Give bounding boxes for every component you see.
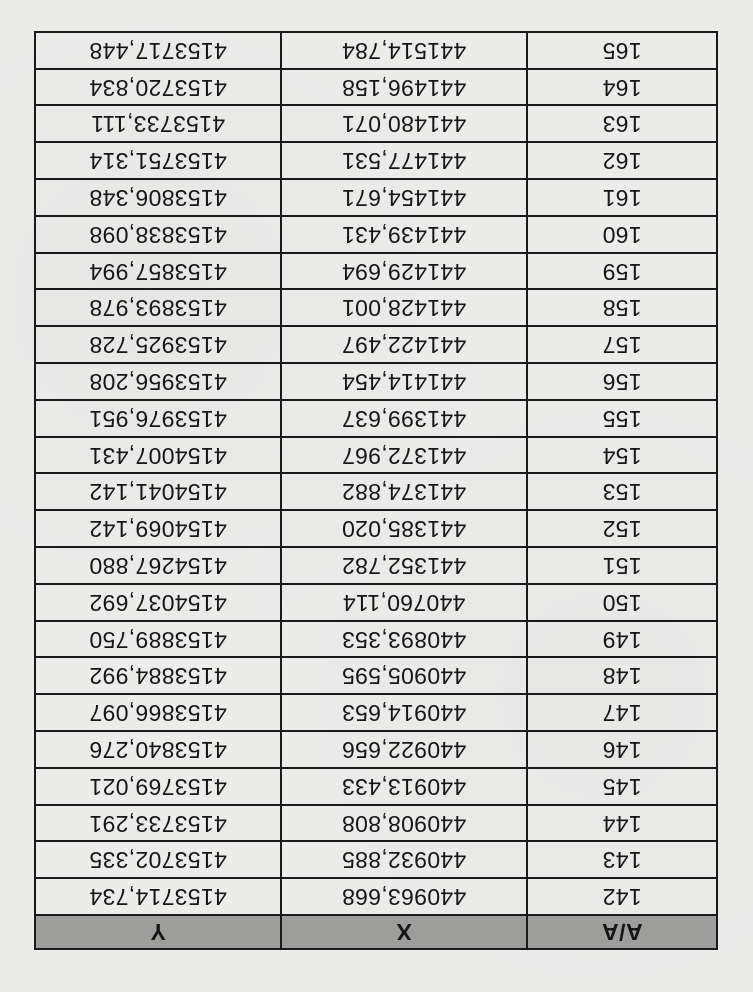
table-row bbox=[35, 363, 717, 400]
y-coordinate-cell: 4153976,951 bbox=[35, 400, 281, 437]
y-coordinate-cell: 4153702,335 bbox=[35, 841, 281, 878]
point-number-cell: 156 bbox=[527, 363, 717, 400]
x-coordinate-cell: 441439,431 bbox=[281, 216, 527, 253]
table-row bbox=[35, 547, 717, 584]
x-coordinate-cell: 441477,531 bbox=[281, 142, 527, 179]
y-coordinate-cell: 4154007,431 bbox=[35, 437, 281, 474]
table-row bbox=[35, 473, 717, 510]
point-number-cell: 159 bbox=[527, 253, 717, 290]
point-number-cell: 152 bbox=[527, 510, 717, 547]
point-number-cell: 161 bbox=[527, 179, 717, 216]
table-row bbox=[35, 179, 717, 216]
point-number-cell: 164 bbox=[527, 69, 717, 106]
y-coordinate-cell: 4153857,994 bbox=[35, 253, 281, 290]
coordinates-table bbox=[34, 31, 718, 950]
x-coordinate-cell: 440914,653 bbox=[281, 694, 527, 731]
y-coordinate-cell: 4153889,750 bbox=[35, 621, 281, 658]
x-coordinate-cell: 441454,671 bbox=[281, 179, 527, 216]
x-coordinate-cell: 441372,967 bbox=[281, 437, 527, 474]
x-coordinate-cell: 440905,595 bbox=[281, 657, 527, 694]
column-header-aa: Α/Α bbox=[527, 915, 717, 949]
x-coordinate-cell: 441480,071 bbox=[281, 105, 527, 142]
x-coordinate-cell: 440932,885 bbox=[281, 841, 527, 878]
y-coordinate-cell: 4154037,692 bbox=[35, 584, 281, 621]
table-row bbox=[35, 805, 717, 842]
y-coordinate-cell: 4154041,142 bbox=[35, 473, 281, 510]
point-number-cell: 160 bbox=[527, 216, 717, 253]
x-coordinate-cell: 440963,668 bbox=[281, 878, 527, 915]
point-number-cell: 163 bbox=[527, 105, 717, 142]
x-coordinate-cell: 441428,001 bbox=[281, 289, 527, 326]
y-coordinate-cell: 4153925,728 bbox=[35, 326, 281, 363]
table-row bbox=[35, 289, 717, 326]
x-coordinate-cell: 440913,433 bbox=[281, 768, 527, 805]
table-row bbox=[35, 437, 717, 474]
x-coordinate-cell: 441514,784 bbox=[281, 32, 527, 69]
table-row bbox=[35, 621, 717, 658]
x-coordinate-cell: 440893,353 bbox=[281, 621, 527, 658]
point-number-cell: 145 bbox=[527, 768, 717, 805]
point-number-cell: 153 bbox=[527, 473, 717, 510]
table-row bbox=[35, 142, 717, 179]
y-coordinate-cell: 4153769,021 bbox=[35, 768, 281, 805]
table-row bbox=[35, 841, 717, 878]
x-coordinate-cell: 441496,158 bbox=[281, 69, 527, 106]
x-coordinate-cell: 441399,637 bbox=[281, 400, 527, 437]
point-number-cell: 150 bbox=[527, 584, 717, 621]
table-row bbox=[35, 32, 717, 69]
x-coordinate-cell: 441385,020 bbox=[281, 510, 527, 547]
x-coordinate-cell: 441422,497 bbox=[281, 326, 527, 363]
table-row bbox=[35, 584, 717, 621]
x-coordinate-cell: 441414,454 bbox=[281, 363, 527, 400]
table-row bbox=[35, 510, 717, 547]
point-number-cell: 148 bbox=[527, 657, 717, 694]
point-number-cell: 158 bbox=[527, 289, 717, 326]
header-row bbox=[35, 915, 717, 949]
point-number-cell: 155 bbox=[527, 400, 717, 437]
table-row bbox=[35, 216, 717, 253]
y-coordinate-cell: 4153806,348 bbox=[35, 179, 281, 216]
point-number-cell: 165 bbox=[527, 32, 717, 69]
point-number-cell: 162 bbox=[527, 142, 717, 179]
y-coordinate-cell: 4153893,978 bbox=[35, 289, 281, 326]
y-coordinate-cell: 4153733,291 bbox=[35, 805, 281, 842]
x-coordinate-cell: 441374,882 bbox=[281, 473, 527, 510]
table-row bbox=[35, 69, 717, 106]
y-coordinate-cell: 4153717,448 bbox=[35, 32, 281, 69]
table-row bbox=[35, 105, 717, 142]
x-coordinate-cell: 441429,694 bbox=[281, 253, 527, 290]
table-row bbox=[35, 768, 717, 805]
point-number-cell: 151 bbox=[527, 547, 717, 584]
y-coordinate-cell: 4153714,734 bbox=[35, 878, 281, 915]
y-coordinate-cell: 4153733,111 bbox=[35, 105, 281, 142]
x-coordinate-cell: 441352,782 bbox=[281, 547, 527, 584]
y-coordinate-cell: 4153751,314 bbox=[35, 142, 281, 179]
point-number-cell: 146 bbox=[527, 731, 717, 768]
point-number-cell: 147 bbox=[527, 694, 717, 731]
point-number-cell: 157 bbox=[527, 326, 717, 363]
y-coordinate-cell: 4153866,097 bbox=[35, 694, 281, 731]
table-row bbox=[35, 731, 717, 768]
y-coordinate-cell: 4153840,276 bbox=[35, 731, 281, 768]
table-row bbox=[35, 253, 717, 290]
y-coordinate-cell: 4153956,208 bbox=[35, 363, 281, 400]
point-number-cell: 149 bbox=[527, 621, 717, 658]
point-number-cell: 144 bbox=[527, 805, 717, 842]
point-number-cell: 142 bbox=[527, 878, 717, 915]
x-coordinate-cell: 440922,656 bbox=[281, 731, 527, 768]
column-header-x: X bbox=[281, 915, 527, 949]
table-row bbox=[35, 657, 717, 694]
point-number-cell: 143 bbox=[527, 841, 717, 878]
y-coordinate-cell: 4153720,834 bbox=[35, 69, 281, 106]
y-coordinate-cell: 4153884,992 bbox=[35, 657, 281, 694]
table-row bbox=[35, 694, 717, 731]
x-coordinate-cell: 440760,114 bbox=[281, 584, 527, 621]
y-coordinate-cell: 4154267,880 bbox=[35, 547, 281, 584]
table-row bbox=[35, 878, 717, 915]
column-header-y: Y bbox=[35, 915, 281, 949]
point-number-cell: 154 bbox=[527, 437, 717, 474]
table-row bbox=[35, 400, 717, 437]
y-coordinate-cell: 4154069,142 bbox=[35, 510, 281, 547]
y-coordinate-cell: 4153838,098 bbox=[35, 216, 281, 253]
x-coordinate-cell: 440908,808 bbox=[281, 805, 527, 842]
table-row bbox=[35, 326, 717, 363]
